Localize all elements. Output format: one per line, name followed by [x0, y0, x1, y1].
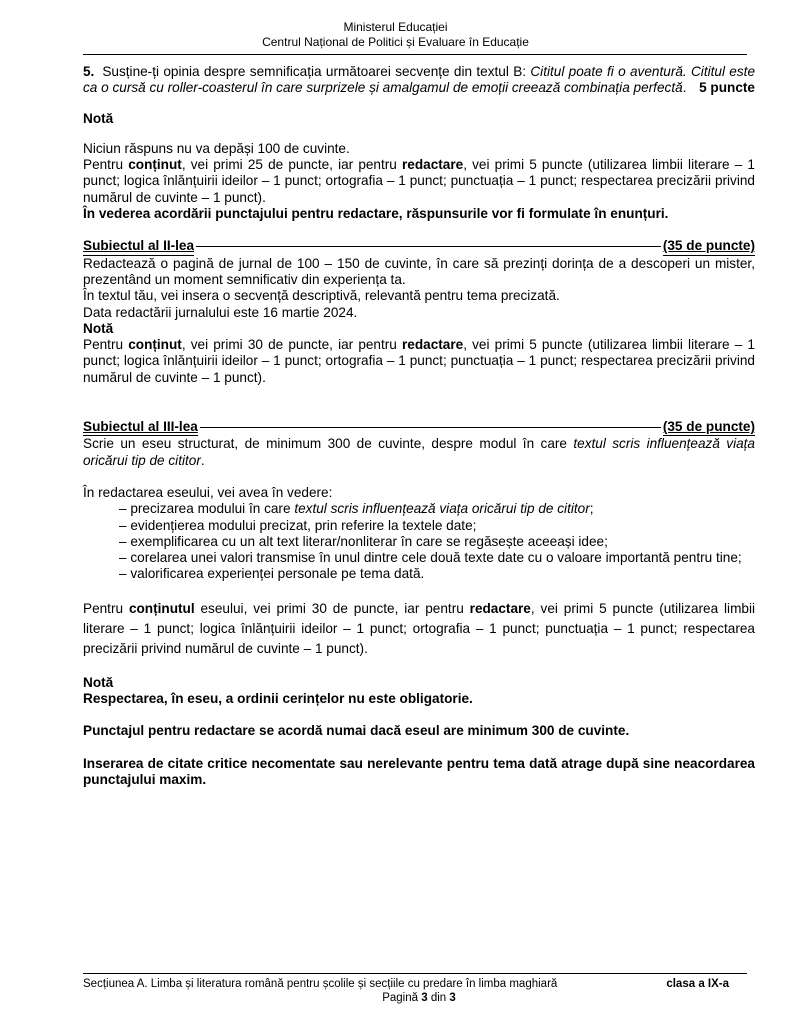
nota-min-words-rule: Punctajul pentru redactare se acordă numai dacă eseul are minimum 300 de cuvinte. [83, 723, 630, 739]
scoring-bold-content: conținut [128, 157, 182, 173]
scoring-text: Pentru [83, 157, 129, 173]
page-number [83, 991, 755, 1005]
heading-underline [200, 427, 661, 428]
scoring-text: Pentru [83, 337, 129, 353]
subiect-3-scoring [83, 599, 755, 659]
question-number: 5. [83, 64, 95, 79]
subiect-2-nota-title: Notă [83, 320, 114, 336]
subiect-3-points: (35 de puncte) [663, 419, 755, 436]
center-name: Centrul Național de Politici și Evaluare în Educație [262, 35, 529, 49]
nota-scoring [83, 157, 755, 206]
subiect-3-nota-title: Notă [83, 674, 114, 690]
page-label: Pagină [382, 992, 422, 1004]
footer-class: clasa a IX-a [666, 978, 729, 990]
question-quote: Cititul poate fi o aventură. Cititul este ca o cursă cu roller-coasterul în care surprizele și amalgamul de emoții creează combinația perfectă [83, 64, 755, 96]
page-content [83, 64, 755, 788]
subiect-2-heading [83, 238, 755, 255]
header-divider [83, 54, 747, 55]
question-points: 5 puncte [699, 80, 755, 96]
subiect-3-title: Subiectul al III-lea [83, 419, 198, 436]
list-item: – evidențierea modului precizat, prin referire la textele date; [119, 517, 477, 533]
list-item: – corelarea unei valori transmise în unul dintre cele două texte date cu o valoare importantă pentru tine; [119, 550, 742, 566]
question-5 [83, 64, 755, 97]
nota-order-rule: Respectarea, în eseu, a ordinii cerințelor nu este obligatorie. [83, 691, 473, 707]
scoring-bold-content: conținut [128, 337, 182, 353]
question-end: . [682, 80, 687, 96]
list-item [83, 501, 755, 517]
subiect-2-points: (35 de puncte) [663, 238, 755, 255]
nota-word-limit: Niciun răspuns nu va depăși 100 de cuvinte. [83, 140, 350, 156]
list-item: – exemplificarea cu un alt text literar/nonliterar în care se regăsește aceeași idee; [119, 533, 608, 549]
list-item: – valorificarea experienței personale pe tema dată. [119, 566, 425, 582]
page-header [0, 20, 791, 50]
scoring-bold-redactare: redactare [402, 157, 464, 173]
scoring-bold-content: conținutul [128, 600, 195, 616]
subiect-2-requirement: În textul tău, vei insera o secvență descriptivă, relevantă pentru tema precizată. [83, 288, 560, 304]
page-of: din [427, 992, 450, 1004]
req-end: ; [589, 501, 594, 517]
page-total: 3 [449, 992, 456, 1004]
scoring-text: eseului, vei primi 30 de puncte, iar pentru [194, 600, 470, 616]
req-text: – precizarea modului în care [119, 501, 295, 517]
scoring-text: , vei primi 5 puncte (utilizarea limbii literare – 1 punct; logica înlănțuirii ideilor – 1 punct; ortografia – 1 punct; punctuația – 1 punct; respectarea precizării privind numărul de cuvinte – 1 punct). [83, 157, 755, 205]
subiect-3-heading [83, 419, 755, 436]
scoring-text: , vei primi 30 de puncte, iar pentru [181, 337, 402, 353]
nota-citations-rule: Inserarea de citate critice necomentate sau nerelevante pentru tema dată atrage după sine neacordarea punctajului maxim. [83, 755, 755, 787]
subiect-2-task: Redactează o pagină de jurnal de 100 – 150 de cuvinte, în care să prezinți dorința de a descoperi un mister, prezentând un moment semnificativ din experiența ta. [83, 255, 755, 287]
scoring-text: , vei primi 25 de puncte, iar pentru [181, 157, 402, 173]
scoring-bold-redactare: redactare [402, 337, 464, 353]
scoring-text: Pentru [83, 600, 129, 616]
scoring-bold-redactare: redactare [469, 600, 531, 616]
footer-divider [83, 973, 747, 974]
scoring-text: , vei primi 5 puncte (utilizarea limbii literare – 1 punct; logica înlănțuirii ideilor – 1 punct; ortografia – 1 punct; punctuația – 1 punct; respectarea precizării privind numărul de cuvinte – 1 punct). [83, 600, 755, 656]
requirements-intro: În redactarea eseului, vei avea în vedere: [83, 484, 333, 500]
subiect-2-scoring [83, 337, 755, 386]
requirements-list [83, 501, 755, 582]
subiect-3-task [83, 436, 755, 469]
subiect-2-title: Subiectul al II-lea [83, 238, 194, 255]
heading-underline [196, 246, 661, 247]
nota-sentences-rule: În vederea acordării punctajului pentru redactare, răspunsurile vor fi formulate în enunțuri. [83, 206, 669, 222]
ministry-name: Ministerul Educației [343, 20, 448, 34]
scoring-text: , vei primi 5 puncte (utilizarea limbii literare – 1 punct; logica înlănțuirii ideilor – 1 punct; ortografia – 1 punct; punctuația – 1 punct; respectarea precizării privind numărul de cuvinte – 1 punct). [83, 337, 755, 385]
task-end: . [200, 452, 205, 468]
subiect-2-date: Data redactării jurnalului este 16 martie 2024. [83, 304, 358, 320]
footer-section: Secțiunea A. Limba și literatura română pentru școlile și secțiile cu predare în limba maghiară [83, 978, 558, 990]
page-current: 3 [421, 992, 428, 1004]
question-text: Susține-ți opinia despre semnificația următoarei secvențe din textul B: [102, 64, 531, 79]
task-text: Scrie un eseu structurat, de minimum 300 de cuvinte, despre modul în care [83, 436, 574, 452]
nota-title: Notă [83, 110, 114, 126]
req-italic: textul scris influențează viața oricărui tip de cititor [294, 501, 590, 517]
task-italic: textul scris influențează viața oricărui tip de cititor [83, 436, 755, 468]
